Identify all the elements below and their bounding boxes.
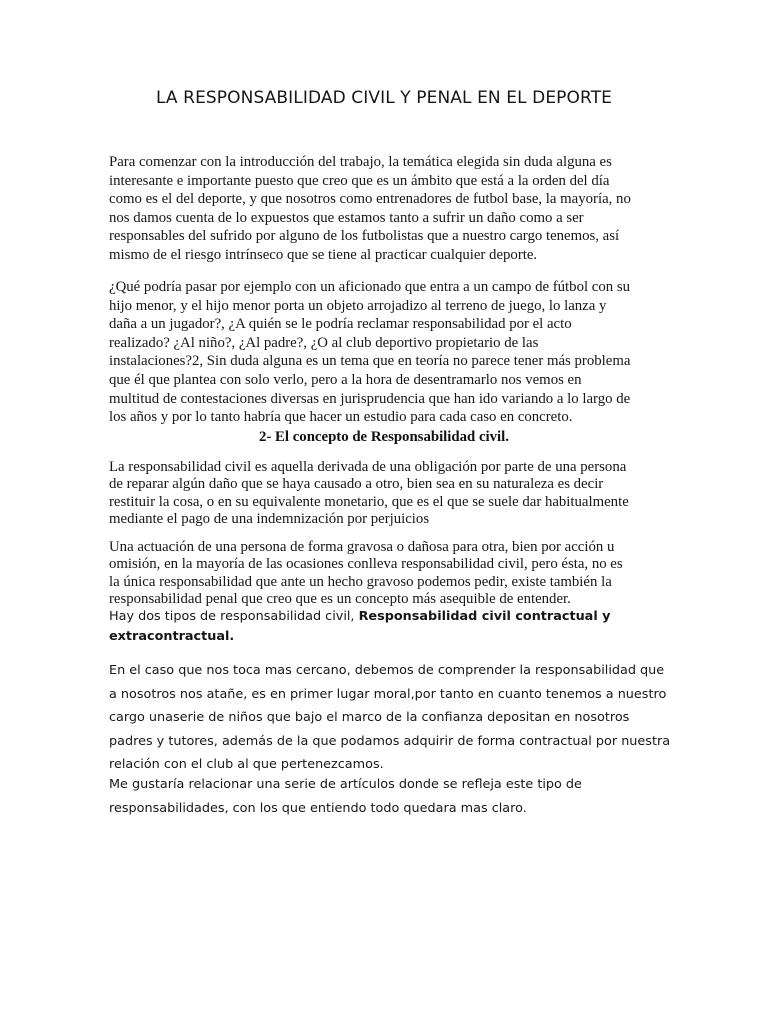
paragraph-articles (109, 773, 669, 820)
text-line: Una actuación de una persona de forma gravosa o dañosa para otra, bien por acción u (109, 539, 615, 555)
text-line: daña a un jugador?, ¿A quién se le podría reclamar responsabilidad por el acto (109, 316, 572, 333)
text-line: responsabilidad penal que creo que es un concepto más asequible de entender. (109, 591, 571, 608)
paragraph-moral-responsibility (109, 659, 669, 777)
paragraph-action-omission (109, 539, 661, 609)
section-heading: 2- El concepto de Responsabilidad civil. (259, 429, 509, 445)
text-line: ¿Qué podría pasar por ejemplo con un aficionado que entra a un campo de fútbol con su (109, 279, 630, 295)
text-line: mismo de el riesgo intrínseco que se tiene al practicar cualquier deporte. (109, 246, 538, 263)
text-line: responsables del sufrido por alguno de los futbolistas que a nuestro cargo tenemos, así (109, 228, 620, 245)
paragraph-civil-definition (109, 459, 661, 529)
text-line: En el caso que nos toca mas cercano, debemos de comprender la responsabilidad que (109, 663, 665, 678)
text-line: a nosotros nos atañe, es en primer lugar moral,por tanto en cuanto tenemos a nuestro (109, 686, 667, 702)
text-line: responsabilidades, con los que entiendo todo quedara mas claro. (109, 800, 527, 816)
text-line: nos damos cuenta de lo expuestos que estamos tanto a sufrir un daño como a ser (109, 209, 584, 226)
text-line (109, 607, 669, 627)
text-line: realizado? ¿Al niño?, ¿Al padre?, ¿O al club deportivo propietario de las (109, 334, 539, 351)
text-line: multitud de contestaciones diversas en jurisprudencia que han ido variando a lo largo de (109, 390, 631, 407)
text-line: relación con el club al que pertenezcamos. (109, 757, 384, 772)
text-line: que él que plantea con solo verlo, pero a la hora de desentramarlo nos vemos en (109, 371, 582, 388)
types-bold-text: Responsabilidad civil contractual y (358, 609, 611, 624)
types-intro-text: Hay dos tipos de responsabilidad civil, (109, 609, 359, 624)
paragraph-introduction (109, 153, 661, 265)
text-line: restituir la cosa, o en su equivalente monetario, que es el que se suele dar habitualmente (109, 493, 629, 510)
text-line: interesante e importante puesto que creo que es un ámbito que está a la orden del día (109, 172, 610, 189)
text-line: instalaciones?2, Sin duda alguna es un tema que en teoría no parece tener más problema (109, 353, 631, 370)
text-line: La responsabilidad civil es aquella derivada de una obligación por parte de una persona (109, 459, 627, 475)
text-line: cargo unaserie de niños que bajo el marco de la confianza depositan en nosotros (109, 710, 630, 725)
document-title: LA RESPONSABILIDAD CIVIL Y PENAL EN EL DEPORTE (155, 88, 613, 108)
paragraph-example-question (109, 278, 661, 427)
text-line: Me gustaría relacionar una serie de artículos donde se refleja este tipo de (109, 777, 582, 792)
text-line: omisión, en la mayoría de las ocasiones conlleva responsabilidad civil, pero ésta, no es (109, 556, 623, 573)
text-line: padres y tutores, además de la que podamos adquirir de forma contractual por nuestra (109, 733, 671, 749)
types-bold-continuation: extracontractual. (109, 629, 235, 644)
text-line: los años y por lo tanto habría que hacer un estudio para cada caso en concreto. (109, 409, 573, 426)
text-line: de reparar algún daño que se haya causado a otro, bien sea en su naturaleza es decir (109, 476, 604, 493)
text-line: la única responsabilidad que ante un hecho gravoso podemos pedir, existe también la (109, 573, 612, 590)
paragraph-types (109, 607, 669, 647)
text-line: mediante el pago de una indemnización por perjuicios (109, 511, 430, 528)
text-line: Para comenzar con la introducción del trabajo, la temática elegida sin duda alguna es (109, 154, 612, 170)
text-line: hijo menor, y el hijo menor porta un objeto arrojadizo al terreno de juego, lo lanza y (109, 297, 607, 314)
text-line: como es el del deporte, y que nosotros como entrenadores de futbol base, la mayoría, no (109, 191, 631, 208)
